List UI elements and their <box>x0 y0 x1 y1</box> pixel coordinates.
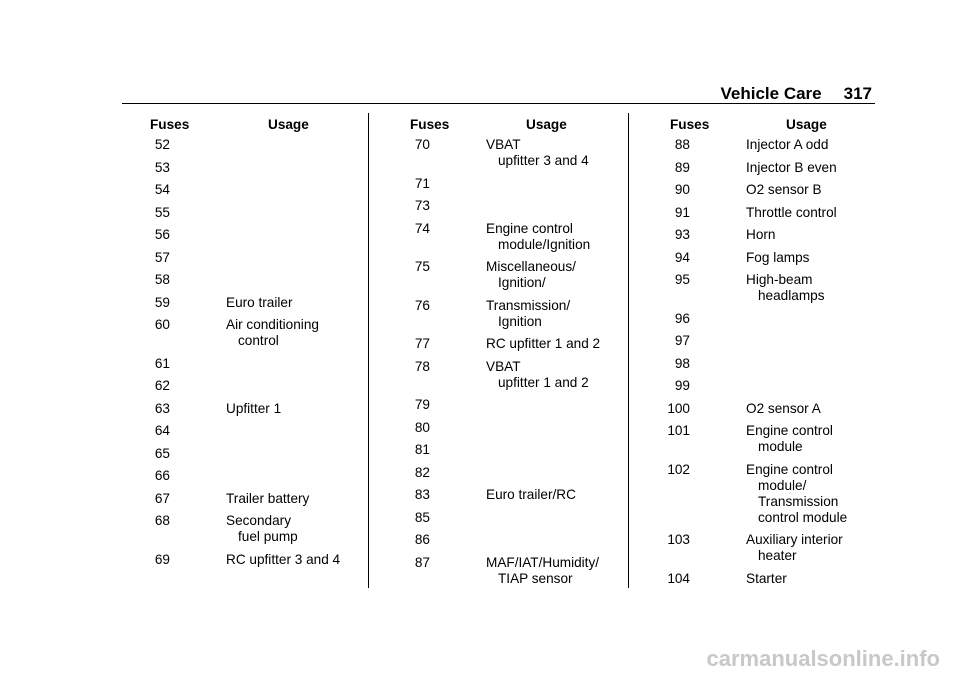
fuse-usage <box>226 250 365 266</box>
fuse-usage: High-beam headlamps <box>746 272 825 303</box>
fuse-number: 58 <box>154 272 170 287</box>
fuse-number: 80 <box>414 419 430 435</box>
fuse-number: 89 <box>674 159 690 175</box>
fuse-usage: Engine control module <box>746 423 833 454</box>
fuse-row <box>130 317 365 349</box>
fuse-rows <box>390 137 625 587</box>
fuse-usage <box>226 423 365 439</box>
fuse-row <box>650 532 885 564</box>
fuse-number: 54 <box>154 182 170 197</box>
fuse-row <box>130 491 365 507</box>
fuse-number: 82 <box>414 464 430 480</box>
fuse-row <box>130 272 365 288</box>
fuse-usage <box>226 468 365 484</box>
fuse-usage <box>226 378 365 394</box>
fuse-row <box>390 532 625 548</box>
fuse-usage <box>226 137 365 153</box>
fuses-column-header: Fuses <box>670 117 710 132</box>
fuse-number: 99 <box>674 378 690 393</box>
fuse-number: 60 <box>154 317 170 332</box>
usage-column-header: Usage <box>526 117 567 132</box>
fuse-number: 95 <box>674 272 690 287</box>
fuse-row <box>390 487 625 503</box>
fuse-usage: RC upfitter 3 and 4 <box>226 551 341 567</box>
fuse-number: 88 <box>674 137 690 152</box>
fuse-rows <box>130 137 365 568</box>
fuse-number: 98 <box>674 355 690 371</box>
fuse-usage <box>746 356 885 372</box>
fuse-usage <box>746 333 885 349</box>
fuse-number: 76 <box>414 297 430 313</box>
fuse-row <box>650 462 885 526</box>
fuse-row <box>130 137 365 153</box>
fuse-row <box>130 378 365 394</box>
fuse-usage: Injector A odd <box>746 137 829 152</box>
fuse-number: 70 <box>414 137 430 152</box>
fuse-row <box>130 552 365 568</box>
fuse-number: 86 <box>414 532 430 547</box>
fuse-usage: RC upfitter 1 and 2 <box>486 336 601 351</box>
fuse-row <box>650 571 885 587</box>
fuse-usage: VBAT upfitter 3 and 4 <box>486 137 589 168</box>
fuse-row <box>130 356 365 372</box>
section-title: Vehicle Care <box>720 84 822 103</box>
fuse-number: 68 <box>154 513 170 528</box>
watermark: carmanualsonline.info <box>706 646 940 671</box>
fuse-number: 52 <box>154 137 170 152</box>
fuse-number: 91 <box>674 204 690 220</box>
page-header <box>721 84 873 104</box>
fuse-usage <box>226 356 365 372</box>
fuse-number: 74 <box>414 220 430 236</box>
fuse-number: 93 <box>674 227 690 242</box>
fuse-number: 64 <box>154 423 170 438</box>
fuse-row <box>390 298 625 330</box>
fuse-usage <box>226 182 365 198</box>
fuse-number: 94 <box>674 249 690 265</box>
column-divider <box>368 113 369 588</box>
fuse-row <box>650 356 885 372</box>
fuses-column-header: Fuses <box>150 117 190 132</box>
fuse-usage <box>486 397 625 413</box>
fuse-row <box>130 227 365 243</box>
fuse-row <box>650 227 885 243</box>
fuse-number: 63 <box>154 400 170 416</box>
fuse-usage <box>746 311 885 327</box>
fuse-row <box>650 333 885 349</box>
fuse-usage: MAF/IAT/Humidity/ TIAP sensor <box>486 554 600 586</box>
fuse-number: 96 <box>674 310 690 326</box>
fuse-row <box>390 221 625 253</box>
fuse-number: 81 <box>414 442 430 457</box>
fuse-number: 102 <box>667 461 690 477</box>
fuse-number: 79 <box>414 397 430 412</box>
table-header <box>130 117 365 137</box>
fuse-number: 57 <box>154 249 170 265</box>
fuse-row <box>390 555 625 587</box>
fuse-row <box>650 423 885 455</box>
fuse-usage: VBAT upfitter 1 and 2 <box>486 358 589 390</box>
fuse-row <box>650 182 885 198</box>
fuse-number: 59 <box>154 294 170 310</box>
fuse-row <box>390 336 625 352</box>
fuse-row <box>390 359 625 391</box>
fuse-usage: Transmission/ Ignition <box>486 297 571 329</box>
fuse-usage: Engine control module/Ignition <box>486 220 591 252</box>
fuse-number: 103 <box>667 532 690 547</box>
fuse-row <box>130 295 365 311</box>
fuse-usage: Horn <box>746 227 776 242</box>
fuse-row <box>130 468 365 484</box>
fuse-number: 90 <box>674 182 690 197</box>
fuse-number: 97 <box>674 333 690 348</box>
fuse-number: 71 <box>414 175 430 191</box>
fuse-number: 78 <box>414 358 430 374</box>
fuse-usage: Miscellaneous/ Ignition/ <box>486 259 576 290</box>
fuse-row <box>390 198 625 214</box>
fuse-usage <box>226 272 365 288</box>
fuse-usage: Fog lamps <box>746 249 810 265</box>
fuse-usage: Auxiliary interior heater <box>746 532 843 563</box>
fuse-row <box>130 513 365 545</box>
fuse-number: 83 <box>414 487 430 502</box>
fuse-number: 67 <box>154 490 170 506</box>
fuse-usage <box>486 510 625 526</box>
fuse-number: 85 <box>414 509 430 525</box>
fuse-number: 62 <box>154 378 170 393</box>
fuse-usage <box>486 176 625 192</box>
fuse-usage: O2 sensor A <box>746 400 821 416</box>
usage-column-header: Usage <box>268 117 309 132</box>
fuse-usage: Upfitter 1 <box>226 400 282 416</box>
fuse-number: 65 <box>154 445 170 461</box>
fuse-usage <box>486 420 625 436</box>
fuse-usage: Secondary fuel pump <box>226 513 298 544</box>
fuse-usage: Engine control module/ Transmission control module <box>746 461 848 525</box>
fuse-rows <box>650 137 885 587</box>
fuse-row <box>650 160 885 176</box>
fuse-row <box>390 420 625 436</box>
fuse-number: 104 <box>667 570 690 586</box>
fuse-usage: Euro trailer/RC <box>486 487 576 502</box>
fuse-number: 69 <box>154 551 170 567</box>
fuse-number: 100 <box>667 400 690 416</box>
table-header <box>650 117 885 137</box>
fuse-usage: Trailer battery <box>226 490 310 506</box>
table-header <box>390 117 625 137</box>
fuse-row <box>390 397 625 413</box>
fuse-usage: O2 sensor B <box>746 182 822 197</box>
fuse-row <box>650 250 885 266</box>
fuse-row <box>130 182 365 198</box>
fuse-number: 61 <box>154 355 170 371</box>
fuse-number: 77 <box>414 336 430 351</box>
fuse-row <box>650 137 885 153</box>
fuse-number: 101 <box>667 423 690 438</box>
fuse-row <box>650 311 885 327</box>
fuse-row <box>650 401 885 417</box>
fuse-row <box>130 446 365 462</box>
fuse-usage <box>486 465 625 481</box>
fuse-usage <box>226 446 365 462</box>
fuse-table-3 <box>650 117 885 593</box>
fuse-row <box>650 205 885 221</box>
fuse-row <box>390 259 625 291</box>
usage-column-header: Usage <box>786 117 827 132</box>
fuse-row <box>130 401 365 417</box>
fuse-usage <box>226 205 365 221</box>
fuse-row <box>130 160 365 176</box>
column-divider <box>628 113 629 588</box>
fuse-row <box>650 272 885 304</box>
header-rule <box>122 103 875 104</box>
page-number: 317 <box>843 84 872 103</box>
fuse-row <box>650 378 885 394</box>
fuse-row <box>130 250 365 266</box>
fuse-row <box>390 465 625 481</box>
fuse-usage: Throttle control <box>746 204 837 220</box>
fuse-table-1 <box>130 117 365 574</box>
fuse-usage <box>746 378 885 394</box>
fuses-column-header: Fuses <box>410 117 450 132</box>
fuse-number: 56 <box>154 227 170 242</box>
fuse-number: 53 <box>154 159 170 175</box>
fuse-table-2 <box>390 117 625 593</box>
fuse-number: 55 <box>154 204 170 220</box>
fuse-usage <box>486 442 625 458</box>
fuse-row <box>130 423 365 439</box>
fuse-number: 87 <box>414 554 430 570</box>
fuse-row <box>130 205 365 221</box>
fuse-usage: Air conditioning control <box>226 317 319 348</box>
fuse-usage <box>226 227 365 243</box>
fuse-number: 73 <box>414 198 430 213</box>
fuse-usage: Starter <box>746 570 787 586</box>
fuse-row <box>390 510 625 526</box>
fuse-row <box>390 442 625 458</box>
fuse-usage <box>486 532 625 548</box>
fuse-number: 75 <box>414 259 430 274</box>
fuse-usage <box>486 198 625 214</box>
fuse-usage: Injector B even <box>746 159 837 175</box>
fuse-number: 66 <box>154 468 170 483</box>
fuse-usage: Euro trailer <box>226 294 293 310</box>
fuse-row <box>390 137 625 169</box>
fuse-row <box>390 176 625 192</box>
fuse-usage <box>226 160 365 176</box>
